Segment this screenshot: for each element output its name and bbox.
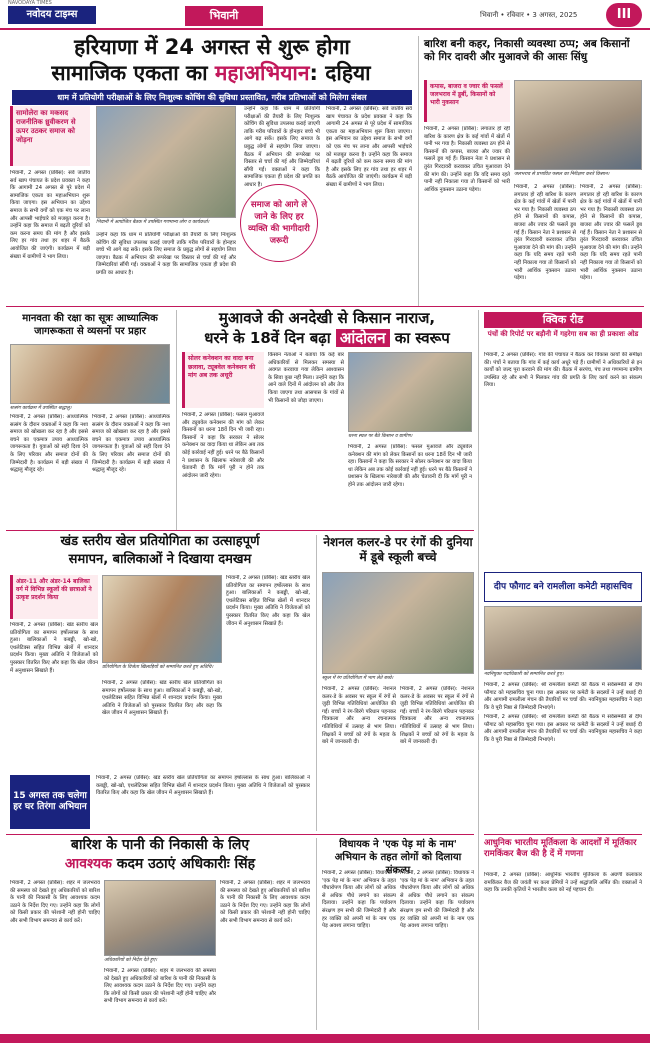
quick-body: भिवानी, 2 अगस्त (प्रबिंस): गांव की पंचायत ने बैठक कर विकास कार्यों की समीक्षा की। पंचों ने बताया कि गांव में कई कार्य अधूरे पड़े हैं। ग्रामीणों ने अधिकारियों से इन कार्यों को जल्द पूरा करवाने की मांग की। बैठक में सरपंच, पंच तथा गणमान्य ग्रामीण उपस्थित रहे और सभी ने मिलकर गांव की प्रगति के लिए कार्य करने का संकल्प लिया। [484,352,642,389]
row-rule [6,530,474,531]
left-second-photo [10,344,170,404]
sports-bullet: अंडर-11 और अंडर-14 बालिका वर्ग में विभिन्न स्कूलों की छात्राओं ने उत्कृष्ट प्रदर्शन किया [16,578,92,601]
quick-read-bar: क्विक रीड [484,312,642,328]
sports-caption: प्रतियोगिता के विजेता खिलाड़ियों को सम्मानित करते हुए अतिथि। [102,665,214,670]
rain-body-3: भिवानी, 2 अगस्त (प्रबिंस): शहर में जलभराव की समस्या को देखते हुए अधिकारियों को बारिश के पानी की निकासी के लिए आवश्यक कदम उठाने के निर्देश दिए गए। उन्होंने कहा कि लोगों को किसी प्रकार की परेशानी नहीं होनी चाहिए और सभी विभाग समन्वय से कार्य करें। [220,880,310,924]
tree-body-2: भिवानी, 2 अगस्त (प्रबिंस): विधायक ने 'एक पेड़ मां के नाम' अभियान के तहत पौधारोपण किया और लोगों को अधिक से अधिक पौधे लगाने का संकल्प दिलाया। उन्होंने कहा कि पर्यावरण संरक्षण हम सभी की जिम्मेदारी है और हर व्यक्ति को अपनी मां के नाम एक पेड़ अवश्य लगाना चाहिए। [400,870,474,930]
topright-side-head: कपास, बाजरा व ज्वार की फसलें जलभराव में डूबीं, किसानों को भारी नुकसान [430,83,503,106]
divider [418,36,419,306]
rain-headline-2a: आवश्यक [64,856,112,872]
left-second-caption: सत्संग कार्यक्रम में उपस्थित श्रद्धालु। [10,406,72,411]
sports-callout: 15 अगस्त तक चलेगा हर घर तिरंगा अभियान [10,775,90,829]
quick-box-body-2: भिवानी, 2 अगस्त (प्रबिंस): श्री रामलीला कमेटी की बैठक में सर्वसम्मति से दीप फौगाट को महासचिव चुना गया। इस अवसर पर कमेटी के सदस्यों ने उन्हें बधाई दी और आगामी रामलीला मंचन की तैयारियों पर चर्चा की। नवनियुक्त महासचिव ने कहा कि वे पूरी निष्ठा से जिम्मेदारी निभाएंगे। [484,714,642,743]
sports-bullet-box [10,575,98,619]
middle-headline-2c: का स्वरूप [389,329,450,347]
rain-headline-2 [10,857,310,872]
middle-headline-2b: आंदोलन [336,329,390,347]
lead-photo [96,106,236,218]
lead-body-2: उन्होंने कहा कि धाम में प्रतियोगी परीक्षाओं की तैयारी के लिए निःशुल्क कोचिंग की सुविधा उपलब्ध कराई जाएगी ताकि गरीब परिवारों के होनहार बच्चे भी आगे बढ़ सकें। इसके लिए समाज के प्रबुद्ध लोगों से सहयोग लिया जाएगा। बैठक में अभियान की रूपरेखा पर विस्तार से चर्चा की गई और जिम्मेदारियां सौंपी गईं। वक्ताओं ने कहा कि सामाजिक एकता ही प्रदेश की प्रगति का आधार है। [244,106,320,188]
lead-strap: धाम में प्रतियोगी परीक्षाओं के लिए निःशुल्क कोचिंग की सुविधा प्रस्तावित, गरीब प्रतिभाओं को मिलेगा संबल [12,90,412,105]
topright-side-box [424,80,510,122]
quick-box-head: दीप फौगाट बने रामलीला कमेटी महासचिव [484,572,642,602]
topright-caption: जलभराव से प्रभावित फसल का निरीक्षण करते किसान। [514,172,610,177]
lead-headline-2 [6,62,416,85]
divider [316,535,317,831]
lead-side-head: सामोलेरा का मकसद राजनीतिक ध्रुवीकरण से ऊपर उठकर समाज को जोड़ना [16,109,76,144]
section-tag: भिवानी [185,6,263,26]
row-rule [6,306,644,307]
color-caption: स्कूल में रंग प्रतियोगिता में भाग लेते बच्चे। [322,676,394,681]
footer-strip [0,1034,650,1043]
middle-headline-1: मुआवजे की अनदेखी से किसान नाराज, [218,309,436,327]
masthead [0,0,650,30]
dateline: भिवानी • रविवार • 3 अगस्त, 2025 [480,11,578,19]
middle-body-1: भिवानी, 2 अगस्त (प्रबिंस): फसल मुआवजे और ट्यूबवेल कनेक्शन की मांग को लेकर किसानों का धरना 18वें दिन भी जारी रहा। किसानों ने कहा कि सरकार ने सोलर कनेक्शन का वादा किया था लेकिन अब तक कोई कार्रवाई नहीं हुई। धरने पर बैठे किसानों ने प्रशासन के खिलाफ नारेबाजी की और चेतावनी दी कि मांगें पूरी न होने तक आंदोलन जारी रहेगा। [182,412,264,479]
quick-caption: नवनियुक्त पदाधिकारी को सम्मानित करते हुए। [484,672,564,677]
quick-headline: पंचों की रिपोर्ट पर बड़ौनी में गहरेगा सब का ही प्रकाशः ओड [487,330,639,338]
rain-caption: अधिकारियों को निर्देश देते हुए। [104,958,158,963]
page-number: III [606,3,642,27]
lead-side-box [10,106,90,166]
topright-body-2: भिवानी, 2 अगस्त (प्रबिंस): लगातार हो रही बारिश के कारण क्षेत्र के कई गांवों में खेतों में पानी भर गया है। निकासी व्यवस्था ठप होने से किसानों की कपास, बाजरा और ज्वार की फसलें डूब गई हैं। किसान नेता ने प्रशासन से तुरंत गिरदावरी करवाकर उचित मुआवजा देने की मांग की। उन्होंने कहा कि यदि समय रहते पानी नहीं निकाला गया तो किसानों को भारी आर्थिक नुकसान उठाना पड़ेगा। [514,184,576,282]
row-rule [484,834,642,835]
left-second-headline: मानवता की रक्षा का सूत्रः आध्यात्मिक जागरूकता से व्यसनों पर प्रहार [22,313,158,337]
sports-body-2: भिवानी, 2 अगस्त (प्रबिंस): खंड स्तरीय खेल प्रतियोगिता का समापन हर्षोल्लास के साथ हुआ। बालिकाओं ने कबड्डी, खो-खो, एथलेटिक्स सहित विभिन्न खेलों में शानदार प्रदर्शन किया। मुख्य अतिथि ने विजेताओं को पुरस्कार वितरित किए और कहा कि खेल जीवन में अनुशासन सिखाते हैं। [102,680,222,717]
middle-caption: धरना स्थल पर बैठे किसान व ग्रामीण। [348,434,413,439]
color-body-2: भिवानी, 2 अगस्त (प्रबिंस): नेशनल कलर-डे के अवसर पर स्कूल में रंगों से जुड़ी विभिन्न गतिविधियां आयोजित की गईं। बच्चों ने रंग-बिरंगे परिधान पहनकर चित्रकला और अन्य रचनात्मक गतिविधियों में उत्साह से भाग लिया। शिक्षकों ने बच्चों को रंगों के महत्व के बारे में जानकारी दी। [400,686,474,746]
quick-box-body: भिवानी, 2 अगस्त (प्रबिंस): श्री रामलीला कमेटी की बैठक में सर्वसम्मति से दीप फौगाट को महासचिव चुना गया। इस अवसर पर कमेटी के सदस्यों ने उन्हें बधाई दी और आगामी रामलीला मंचन की तैयारियों पर चर्चा की। नवनियुक्त महासचिव ने कहा कि वे पूरी निष्ठा से जिम्मेदारी निभाएंगे। [484,682,642,710]
middle-photo [348,352,472,432]
rain-body-1: भिवानी, 2 अगस्त (प्रबिंस): शहर में जलभराव की समस्या को देखते हुए अधिकारियों को बारिश के पानी की निकासी के लिए आवश्यक कदम उठाने के निर्देश दिए गए। उन्होंने कहा कि लोगों को किसी प्रकार की परेशानी नहीं होनी चाहिए और सभी विभाग समन्वय से कार्य करें। [10,880,100,924]
left-second-body-2: भिवानी, 2 अगस्त (प्रबिंस): आध्यात्मिक सत्संग के दौरान वक्ताओं ने कहा कि नशा समाज को खोखला कर रहा है और इससे बचने का एकमात्र उपाय आध्यात्मिक जागरूकता है। युवाओं को सही दिशा देने के लिए परिवार और समाज दोनों की जिम्मेदारी है। कार्यक्रम में बड़ी संख्या में श्रद्धालु मौजूद रहे। [92,414,170,474]
sports-body-3: भिवानी, 2 अगस्त (प्रबिंस): खंड स्तरीय खेल प्रतियोगिता का समापन हर्षोल्लास के साथ हुआ। बालिकाओं ने कबड्डी, खो-खो, एथलेटिक्स सहित विभिन्न खेलों में शानदार प्रदर्शन किया। मुख्य अतिथि ने विजेताओं को पुरस्कार वितरित किए और कहा कि खेल जीवन में अनुशासन सिखाते हैं। [226,575,310,627]
divider [176,310,177,530]
lead-headline-1: हरियाणा में 24 अगस्त से शुरू होगा [74,35,350,59]
lead-body-1: भिवानी, 2 अगस्त (प्रबिंस): सर्व जातीय सर्व खाप पंचायत के प्रदेश प्रवक्ता ने कहा कि आगामी 24 अगस्त से पूरे प्रदेश में सामाजिक एकता का महाअभियान शुरू किया जाएगा। इस अभियान का उद्देश्य समाज के सभी वर्गों को एक मंच पर लाना और आपसी भाईचारे को मजबूत करना है। उन्होंने कहा कि समाज में बढ़ती दूरियों को कम करना समय की मांग है और इसके लिए हर गांव तथा हर शहर में बैठकें आयोजित की जाएंगी। कार्यक्रम में बड़ी संख्या में ग्रामीणों ने भाग लिया। [10,170,90,260]
topright-body-3: भिवानी, 2 अगस्त (प्रबिंस): लगातार हो रही बारिश के कारण क्षेत्र के कई गांवों में खेतों में पानी भर गया है। निकासी व्यवस्था ठप होने से किसानों की कपास, बाजरा और ज्वार की फसलें डूब गई हैं। किसान नेता ने प्रशासन से तुरंत गिरदावरी करवाकर उचित मुआवजा देने की मांग की। उन्होंने कहा कि यदि समय रहते पानी नहीं निकाला गया तो किसानों को भारी आर्थिक नुकसान उठाना पड़ेगा। [580,184,642,282]
rain-headline-2b: कदम उठाएं अधिकारीः सिंह [111,856,256,872]
topright-photo [514,80,642,170]
sports-photo [102,575,222,663]
middle-headline-2 [182,330,472,347]
lead-body-4: उन्होंने कहा कि धाम में प्रतियोगी परीक्षाओं की तैयारी के लिए निःशुल्क कोचिंग की सुविधा उपलब्ध कराई जाएगी ताकि गरीब परिवारों के होनहार बच्चे भी आगे बढ़ सकें। इसके लिए समाज के प्रबुद्ध लोगों से सहयोग लिया जाएगा। बैठक में अभियान की रूपरेखा पर विस्तार से चर्चा की गई और जिम्मेदारियां सौंपी गईं। वक्ताओं ने कहा कि सामाजिक एकता ही प्रदेश की प्रगति का आधार है। [96,232,236,276]
sports-headline-2: समापन, बालिकाओं ने दिखाया दमखम [68,552,252,567]
lead-headline-2a: सामाजिक एकता का [51,61,215,85]
color-photo [322,572,474,674]
brand-logo: नवोदय टाइम्स [8,6,96,24]
color-headline: नेशनल कलर-डे पर रंगों की दुनिया में डूबे स्कूली बच्चे [323,535,473,564]
sports-headline-1: खंड स्तरीय खेल प्रतियोगिता का उत्साहपूर्ण [60,534,260,549]
divider [478,714,479,1030]
rain-photo [104,880,216,956]
divider [316,838,317,1030]
left-second-body-1: भिवानी, 2 अगस्त (प्रबिंस): आध्यात्मिक सत्संग के दौरान वक्ताओं ने कहा कि नशा समाज को खोखला कर रहा है और इससे बचने का एकमात्र उपाय आध्यात्मिक जागरूकता है। युवाओं को सही दिशा देने के लिए परिवार और समाज दोनों की जिम्मेदारी है। कार्यक्रम में बड़ी संख्या में श्रद्धालु मौजूद रहे। [10,414,88,474]
lead-headline-2c: : दहिया [309,61,371,85]
rain-headline-1: बारिश के पानी की निकासी के लिए [70,837,250,853]
brand-small: NAVODAYA TIMES [8,0,52,6]
color-body-1: भिवानी, 2 अगस्त (प्रबिंस): नेशनल कलर-डे के अवसर पर स्कूल में रंगों से जुड़ी विभिन्न गतिविधियां आयोजित की गईं। बच्चों ने रंग-बिरंगे परिधान पहनकर चित्रकला और अन्य रचनात्मक गतिविधियों में उत्साह से भाग लिया। शिक्षकों ने बच्चों को रंगों के महत्व के बारे में जानकारी दी। [322,686,396,746]
lead-body-3: भिवानी, 2 अगस्त (प्रबिंस): सर्व जातीय सर्व खाप पंचायत के प्रदेश प्रवक्ता ने कहा कि आगामी 24 अगस्त से पूरे प्रदेश में सामाजिक एकता का महाअभियान शुरू किया जाएगा। इस अभियान का उद्देश्य समाज के सभी वर्गों को एक मंच पर लाना और आपसी भाईचारे को मजबूत करना है। उन्होंने कहा कि समाज में बढ़ती दूरियों को कम करना समय की मांग है और इसके लिए हर गांव तथा हर शहर में बैठकें आयोजित की जाएंगी। कार्यक्रम में बड़ी संख्या में ग्रामीणों ने भाग लिया। [326,106,412,188]
lead-headline-2b: महाअभियान [214,61,310,85]
sports-body-4: भिवानी, 2 अगस्त (प्रबिंस): खंड स्तरीय खेल प्रतियोगिता का समापन हर्षोल्लास के साथ हुआ। बालिकाओं ने कबड्डी, खो-खो, एथलेटिक्स सहित विभिन्न खेलों में शानदार प्रदर्शन किया। मुख्य अतिथि ने विजेताओं को पुरस्कार वितरित किए और कहा कि खेल जीवन में अनुशासन सिखाते हैं। [96,775,310,797]
middle-body-3: भिवानी, 2 अगस्त (प्रबिंस): फसल मुआवजे और ट्यूबवेल कनेक्शन की मांग को लेकर किसानों का धरना 18वें दिन भी जारी रहा। किसानों ने कहा कि सरकार ने सोलर कनेक्शन का वादा किया था लेकिन अब तक कोई कार्रवाई नहीं हुई। धरने पर बैठे किसानों ने प्रशासन के खिलाफ नारेबाजी की और चेतावनी दी कि मांगें पूरी न होने तक आंदोलन जारी रहेगा। [348,444,472,488]
row-rule [6,834,474,835]
topright-headline: बारिश बनी कहर, निकासी व्यवस्था ठप्प; अब किसानों को गिर दावरी और मुआवजे की आसः सिंधु [424,38,630,63]
middle-headline-2a: धरने के 18वें दिन बढ़ा [204,329,336,347]
lead-photo-caption: भिवानी में आयोजित बैठक में उपस्थित गणमान्य लोग व कार्यकर्ता। [96,220,210,225]
lead-quote: समाज को आगे ले जाने के लिए हर व्यक्ति की भागीदारी जरूरी [240,184,318,262]
rain-body-2: भिवानी, 2 अगस्त (प्रबिंस): शहर में जलभराव की समस्या को देखते हुए अधिकारियों को बारिश के पानी की निकासी के लिए आवश्यक कदम उठाने के निर्देश दिए गए। उन्होंने कहा कि लोगों को किसी प्रकार की परेशानी नहीं होनी चाहिए और सभी विभाग समन्वय से कार्य करें। [104,968,216,1005]
tree-headline: विधायक ने 'एक पेड़ मां के नाम' अभियान के तहत लोगों को दिलाया संकल्प [334,839,462,876]
topright-body-1: भिवानी, 2 अगस्त (प्रबिंस): लगातार हो रही बारिश के कारण क्षेत्र के कई गांवों में खेतों में पानी भर गया है। निकासी व्यवस्था ठप होने से किसानों की कपास, बाजरा और ज्वार की फसलें डूब गई हैं। किसान नेता ने प्रशासन से तुरंत गिरदावरी करवाकर उचित मुआवजा देने की मांग की। उन्होंने कहा कि यदि समय रहते पानी नहीं निकाला गया तो किसानों को भारी आर्थिक नुकसान उठाना पड़ेगा। [424,126,510,193]
divider [478,310,479,710]
tree-body-1: भिवानी, 2 अगस्त (प्रबिंस): विधायक ने 'एक पेड़ मां के नाम' अभियान के तहत पौधारोपण किया और लोगों को अधिक से अधिक पौधे लगाने का संकल्प दिलाया। उन्होंने कहा कि पर्यावरण संरक्षण हम सभी की जिम्मेदारी है और हर व्यक्ति को अपनी मां के नाम एक पेड़ अवश्य लगाना चाहिए। [322,870,396,930]
sports-body-1: भिवानी, 2 अगस्त (प्रबिंस): खंड स्तरीय खेल प्रतियोगिता का समापन हर्षोल्लास के साथ हुआ। बालिकाओं ने कबड्डी, खो-खो, एथलेटिक्स सहित विभिन्न खेलों में शानदार प्रदर्शन किया। मुख्य अतिथि ने विजेताओं को पुरस्कार वितरित किए और कहा कि खेल जीवन में अनुशासन सिखाते हैं। [10,622,98,674]
middle-side-box [182,352,264,408]
bottomright-headline: आधुनिक भारतीय मूर्तिकला के आदर्शों में मूर्तिकार रामकिंकर बैज की है दें में गणना [484,838,637,859]
bottomright-body: भिवानी, 2 अगस्त (प्रबिंस): आधुनिक भारतीय मूर्तिकला के अग्रणी कलाकार रामकिंकर बैज की जयंती पर कला प्रेमियों ने उन्हें श्रद्धांजलि अर्पित की। वक्ताओं ने कहा कि उनकी कृतियों ने भारतीय कला को नई पहचान दी। [484,872,642,894]
middle-body-2: किसान नेताओं ने बताया कि कई बार अधिकारियों से मिलकर समस्या से अवगत करवाया गया लेकिन आश्वासन के सिवा कुछ नहीं मिला। उन्होंने कहा कि आने वाले दिनों में आंदोलन को और तेज किया जाएगा तथा आसपास के गांवों से भी किसानों को जोड़ा जाएगा। [268,352,344,404]
middle-side-head: सोलर कनेक्शन का वादा बना छलावा, ट्यूबवेल कनेक्शन की मांग अब तक अधूरी [188,355,256,379]
quick-photo [484,606,642,670]
